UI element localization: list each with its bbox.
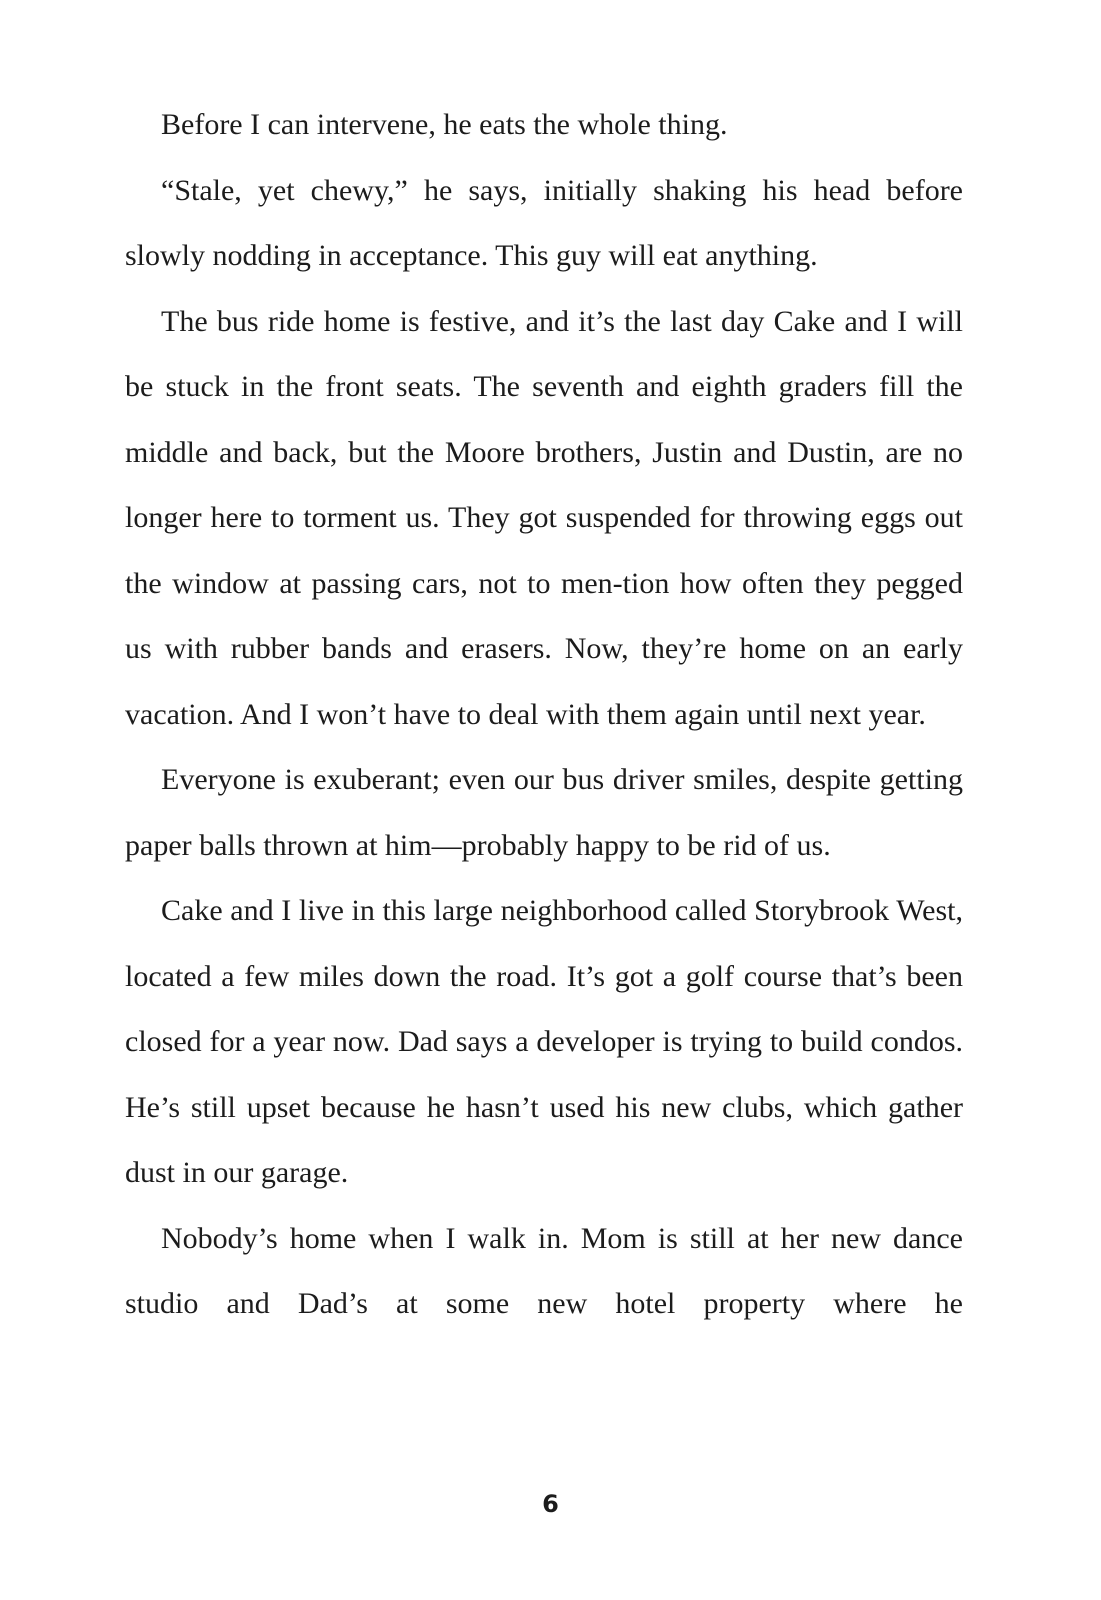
paragraph-4: Everyone is exuberant; even our bus driver smiles, despite getting paper balls thrown at him—probably happy to be rid of us. (125, 763, 963, 862)
paragraph-6: Nobody’s home when I walk in. Mom is still at her new dance studio and Dad’s at some new hotel property where he (125, 1221, 963, 1320)
paragraph-5: Cake and I live in this large neighborhood called Storybrook West, located a few miles down the road. It’s got a golf course that’s been closed for a year now. Dad says a developer is trying to build condos. He’s still upset because he hasn’t used his new clubs, which gather dust in our garage. (125, 894, 963, 1189)
body-text (125, 92, 963, 1337)
paragraph-1: Before I can intervene, he eats the whole thing. (161, 108, 728, 141)
paragraph-3: The bus ride home is festive, and it’s the last day Cake and I will be stuck in the front seats. The seventh and eighth graders fill the middle and back, but the Moore brothers, Justin and Dustin, are no longer here to torment us. They got suspended for throwing eggs out the window at passing cars, not to men-tion how often they pegged us with rubber bands and erasers. Now, they’re home on an early vacation. And I won’t have to deal with them again until next year. (125, 304, 963, 731)
page-number: 6 (542, 1490, 559, 1518)
paragraph-2: “Stale, yet chewy,” he says, initially shaking his head before slowly nodding in acceptance. This guy will eat anything. (125, 173, 963, 272)
